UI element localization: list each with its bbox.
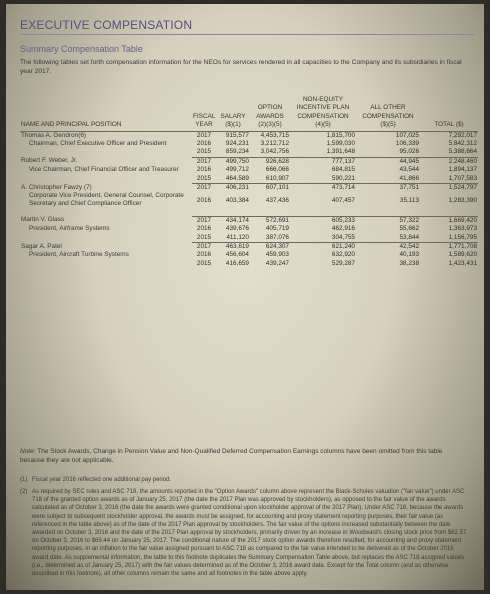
cell-salary: 463,619: [216, 243, 250, 252]
cell-total: 1,669,420: [420, 216, 478, 225]
cell-allother: 57,322: [356, 216, 420, 225]
cell-allother: 41,866: [399, 174, 419, 182]
cell-total: 2,248,460: [420, 157, 478, 166]
cell-total: 1,363,973: [448, 225, 477, 233]
col-header-option-awards: OPTION AWARDS (2)(3)(5): [250, 96, 290, 131]
cell-salary: 456,604: [225, 251, 249, 259]
cell-year: 2017: [192, 243, 216, 252]
cell-year: 2016: [196, 166, 212, 174]
cell-salary: 439,676: [225, 225, 249, 233]
cell-option: 624,307: [250, 243, 290, 252]
note-label: Note:: [20, 448, 36, 455]
cell-year: 2016: [196, 196, 212, 204]
executive-name: Robert F. Weber, Jr.: [21, 157, 78, 165]
cell-nonequity: 1,391,648: [326, 148, 355, 156]
cell-total: 1,423,431: [448, 259, 477, 267]
cell-option: 437,436: [265, 196, 289, 204]
footnote-text: Fiscal year 2016 reflected one additional pay period.: [32, 477, 172, 483]
cell-nonequity: 462,916: [331, 225, 355, 233]
col-header-fiscal-year: FISCAL YEAR: [192, 96, 216, 131]
cell-salary: 499,750: [216, 157, 250, 166]
cell-option: 926,628: [250, 157, 290, 166]
cell-nonequity: 473,714: [290, 184, 356, 197]
cell-allother: 40,193: [399, 251, 419, 259]
executive-title: President, Airframe Systems: [29, 224, 110, 232]
col-header-non-equity: NON-EQUITY INCENTIVE PLAN COMPENSATION (4)(5): [290, 96, 356, 131]
executive-cell: [20, 216, 192, 242]
cell-option: 387,076: [265, 233, 289, 241]
table-row: [20, 131, 478, 140]
cell-year: 2016: [196, 140, 212, 148]
cell-allother: 106,339: [395, 140, 419, 148]
table-note: [20, 448, 468, 465]
executive-cell: [20, 157, 192, 183]
cell-allother: 35,113: [399, 196, 419, 204]
cell-allother: 43,544: [399, 166, 419, 174]
cell-year: 2015: [196, 233, 212, 241]
cell-nonequity: 529,287: [331, 259, 355, 267]
executive-title: Chairman, Chief Executive Officer and President: [29, 140, 167, 148]
executive-name: Thomas A. Gendron(6): [21, 131, 87, 139]
cell-nonequity: 1,599,030: [326, 140, 355, 148]
executive-name: Martin V. Glass: [21, 216, 65, 224]
cell-option: 666,066: [265, 166, 289, 174]
cell-total: 1,771,708: [420, 243, 478, 252]
footnote-number: (1): [20, 477, 28, 483]
footnote-1: [20, 476, 468, 484]
cell-option: 4,453,715: [250, 131, 290, 140]
cell-allother: 38,238: [399, 259, 419, 267]
footnote-2: [20, 488, 468, 578]
cell-salary: 924,231: [225, 140, 249, 148]
cell-year: 2017: [192, 216, 216, 225]
cell-total: 1,894,137: [448, 166, 477, 174]
executive-cell: [20, 131, 192, 157]
cell-total: 7,292,017: [420, 131, 478, 140]
cell-option: 459,903: [265, 251, 289, 259]
cell-nonequity: 621,240: [290, 243, 356, 252]
table-row: [20, 184, 478, 197]
cell-nonequity: 590,221: [331, 174, 355, 182]
cell-nonequity: 632,920: [331, 251, 355, 259]
cell-option: 3,042,756: [260, 148, 289, 156]
executive-cell: [20, 243, 192, 269]
cell-nonequity: 304,755: [331, 233, 355, 241]
col-header-total: TOTAL ($): [420, 96, 478, 131]
cell-nonequity: 777,137: [290, 157, 356, 166]
cell-option: 405,719: [265, 225, 289, 233]
cell-year: 2015: [196, 174, 212, 182]
col-header-name: NAME AND PRINCIPAL POSITION: [20, 96, 192, 131]
executive-title: Corporate Vice President, General Counsel, Corporate Secretary and Chief Compliance Officer: [29, 191, 184, 208]
cell-year: 2017: [192, 157, 216, 166]
cell-salary: 499,712: [225, 166, 249, 174]
cell-salary: 434,174: [216, 216, 250, 225]
executive-cell: [20, 184, 192, 209]
footnote-number: (2): [20, 489, 28, 495]
heading-rule: [20, 34, 474, 35]
footnote-text: As required by SEC rules and ASC 718, the amounts reported in the "Option Awards" column above represent the Black-Scholes valuation ("fair value") under ASC 718 of the granted option awards as of January 25, 2017 (the date the 2017 Plan was approved by stockholders), as opposed to the fair value of the awards calculated as of October 3, 2016 (the date the awards were granted conditional upon stockholder approval of the 2017 Plan). Under ASC 718, because the awards were subject to subsequent stockholder approval, the awards must be assigned, for accounting and proxy statement reporting purposes, their fair value (as referenced in the table above) as of the date of the 2017 Plan approval by stockholders. The fair value of the options increased substantially between the date awarded on October 3, 2016 and the date of the 2017 Plan approval by stockholders, primarily driven by an increase in Woodward's closing stock price from $62.57 on October 3, 2016 to $69.44 on January 25, 2017. The conditional nature of the 2017 stock option awards therefore resulted, for accounting and proxy statement reporting purposes, in an inflation to the fair value assigned pursuant to ASC 718 as compared to the fair value intended to be delivered as of the October 2016 award date. As supplemental information, the table to this footnote duplicates the Summary Compensation Table above, but replaces the ASC 718 assigned values (i.e., determined as of January 25, 2017) with the fair values determined as of the October 3, 2016 award date. Except for the Total column (and as otherwise described in this footnote), all other columns remain the same and all footnotes in the table above apply.: [32, 489, 467, 578]
intro-paragraph: The following tables set forth compensation information for the NEOs for services rendered in all capacities to the Company and its subsidiaries in fiscal year 2017.: [20, 59, 462, 75]
table-row: [20, 157, 478, 166]
cell-option: 607,101: [250, 184, 290, 197]
cell-salary: 859,234: [225, 148, 249, 156]
cell-total: 1,283,390: [448, 196, 477, 204]
cell-year: 2016: [196, 225, 212, 233]
cell-nonequity: 1,815,700: [290, 131, 356, 140]
cell-salary: 416,659: [225, 259, 249, 267]
cell-allother: 37,751: [356, 184, 420, 197]
cell-allother: 55,662: [399, 225, 419, 233]
table-row: [20, 216, 478, 225]
executive-title: Vice Chairman, Chief Financial Officer and Treasurer: [29, 165, 179, 173]
cell-total: 5,388,664: [448, 148, 477, 156]
col-header-salary: SALARY ($)(1): [216, 96, 250, 131]
cell-allother: 53,844: [399, 233, 419, 241]
cell-year: 2017: [192, 131, 216, 140]
table-subtitle: Summary Compensation Table: [20, 44, 143, 54]
cell-total: 5,842,312: [448, 140, 477, 148]
cell-salary: 915,577: [216, 131, 250, 140]
cell-salary: 411,120: [226, 233, 249, 241]
cell-salary: 403,384: [225, 196, 249, 204]
col-header-all-other: ALL OTHER COMPENSATION ($)(5): [356, 96, 420, 131]
cell-option: 572,691: [250, 216, 290, 225]
group-spacer: [20, 209, 478, 217]
cell-year: 2017: [192, 184, 216, 197]
cell-option: 610,907: [265, 174, 289, 182]
table-header-row: [20, 96, 478, 131]
cell-nonequity: 605,233: [290, 216, 356, 225]
cell-total: 1,524,797: [420, 184, 478, 197]
cell-option: 439,247: [265, 259, 289, 267]
cell-year: 2015: [196, 259, 212, 267]
cell-salary: 464,589: [225, 174, 249, 182]
cell-option: 3,212,712: [260, 140, 289, 148]
document-page: [6, 4, 484, 590]
cell-allother: 42,542: [356, 243, 420, 252]
cell-year: 2016: [196, 251, 212, 259]
cell-total: 1,707,583: [448, 174, 477, 182]
executive-name: Sagar A. Patel: [21, 242, 62, 250]
table-row: [20, 243, 478, 252]
section-heading: EXECUTIVE COMPENSATION: [20, 18, 193, 32]
note-text: The Stock Awards, Change in Pension Value and Non-Qualified Deferred Compensation Earnings columns have been omitted from this table because they are not applicable.: [20, 448, 443, 464]
cell-year: 2015: [196, 148, 212, 156]
cell-nonequity: 407,457: [331, 196, 355, 204]
cell-allother: 95,026: [399, 148, 419, 156]
cell-salary: 406,231: [216, 184, 250, 197]
cell-total: 1,156,795: [448, 233, 477, 241]
cell-allother: 107,025: [356, 131, 420, 140]
cell-nonequity: 684,815: [331, 166, 355, 174]
cell-allother: 44,945: [356, 157, 420, 166]
executive-name: A. Christopher Fawzy (7): [21, 183, 92, 191]
cell-total: 1,589,620: [448, 251, 477, 259]
summary-compensation-table: [20, 96, 478, 268]
executive-title: President, Aircraft Turbine Systems: [29, 250, 129, 258]
